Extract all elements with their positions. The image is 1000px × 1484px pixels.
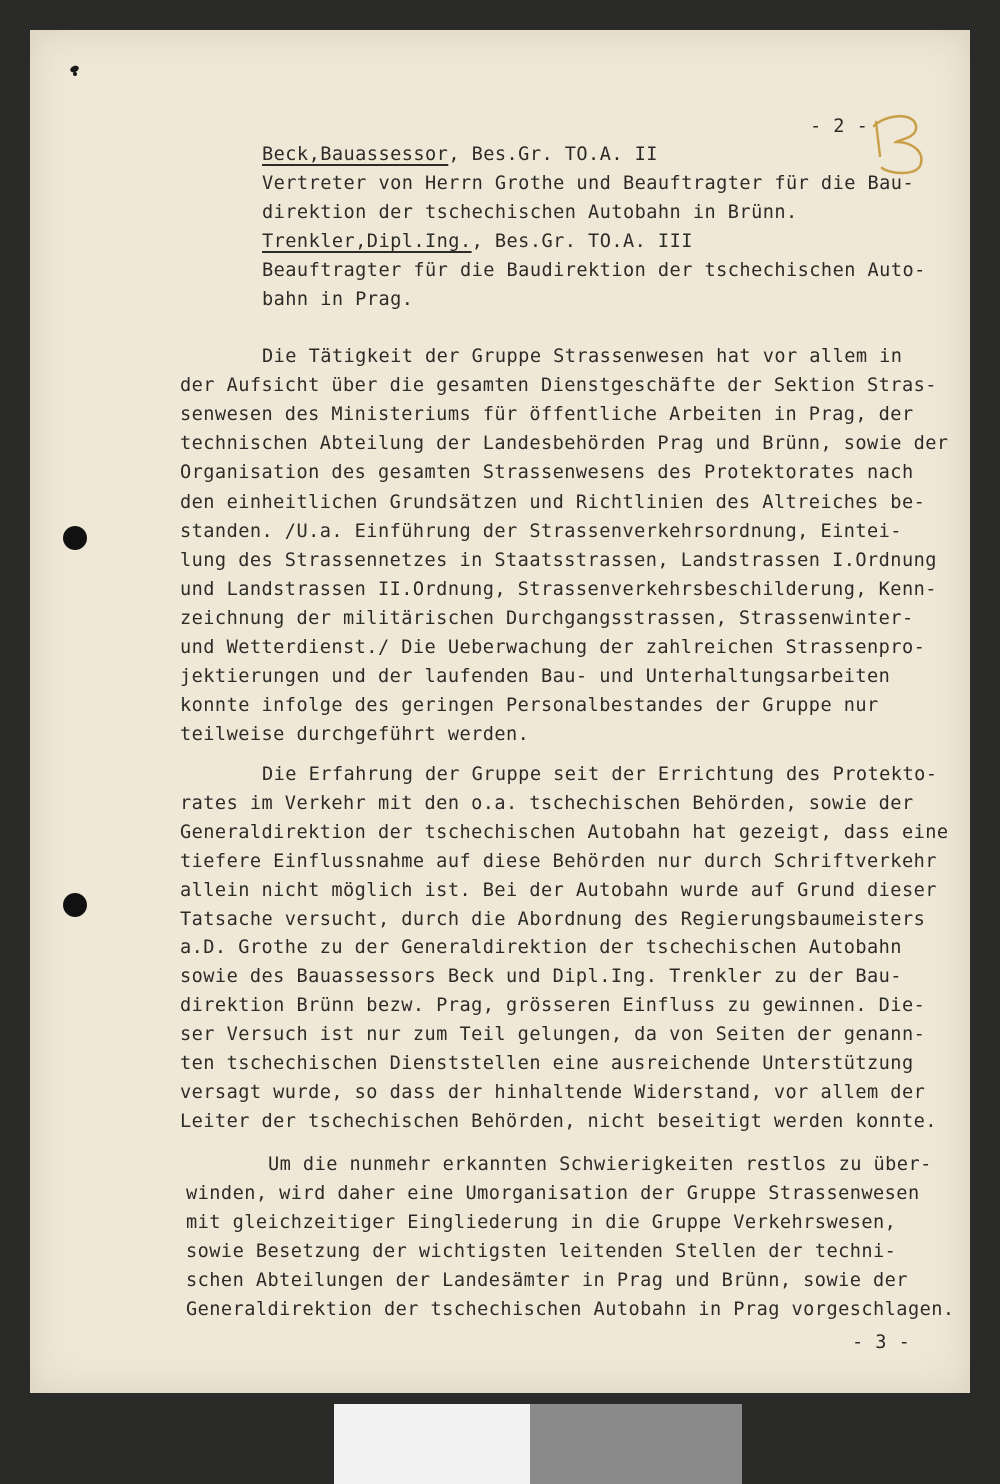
staff-name-trenkler: Trenkler,Dipl.Ing. — [262, 231, 472, 252]
punch-hole-bottom — [63, 893, 87, 917]
paragraph-1-line: der Aufsicht über die gesamten Dienstgeschäfte der Sektion Stras- — [180, 375, 937, 396]
paragraph-3-line: winden, wird daher eine Umorganisation der Gruppe Strassenwesen — [186, 1183, 920, 1204]
paragraph-1-line: technischen Abteilung der Landesbehörden Prag und Brünn, sowie der — [180, 433, 949, 454]
paragraph-2-line: rates im Verkehr mit den o.a. tschechischen Behörden, sowie der — [180, 793, 914, 814]
paragraph-2-line: ser Versuch ist nur zum Teil gelungen, da von Seiten der genann- — [180, 1024, 926, 1045]
handwritten-mark — [868, 112, 934, 180]
paragraph-2-line: Die Erfahrung der Gruppe seit der Errichtung des Protekto- — [262, 764, 938, 785]
staff-line-trenkler — [262, 233, 693, 252]
paragraph-2-line: direktion Brünn bezw. Prag, grösseren Einfluss zu gewinnen. Die- — [180, 995, 926, 1016]
punch-hole-top — [63, 526, 87, 550]
paragraph-1-line: Die Tätigkeit der Gruppe Strassenwesen hat vor allem in — [262, 346, 903, 367]
paragraph-2-line: Tatsache versucht, durch die Abordnung des Regierungsbaumeisters — [180, 909, 926, 930]
paragraph-2-line: Leiter der tschechischen Behörden, nicht beseitigt werden konnte. — [180, 1111, 937, 1132]
staff-grade-trenkler: , Bes.Gr. TO.A. III — [471, 231, 693, 252]
paragraph-3-line: mit gleichzeitiger Eingliederung in die Gruppe Verkehrswesen, — [186, 1212, 897, 1233]
paragraph-2-line: ten tschechischen Dienststellen eine ausreichende Unterstützung — [180, 1053, 914, 1074]
paragraph-3-line: Generaldirektion der tschechischen Autobahn in Prag vorgeschlagen. — [186, 1299, 955, 1320]
paragraph-2-line: sowie des Bauassessors Beck und Dipl.Ing. Trenkler zu der Bau- — [180, 966, 902, 987]
paragraph-1-line: zeichnung der militärischen Durchgangsstrassen, Strassenwinter- — [180, 608, 914, 629]
paragraph-1-line: senwesen des Ministeriums für öffentliche Arbeiten in Prag, der — [180, 404, 914, 425]
page-number-top: - 2 - — [810, 116, 869, 137]
document-page — [30, 30, 970, 1393]
paragraph-3-line: Um die nunmehr erkannten Schwierigkeiten restlos zu über- — [268, 1154, 932, 1175]
staff-line-beck — [262, 146, 658, 165]
paragraph-2-line: allein nicht möglich ist. Bei der Autobahn wurde auf Grund dieser — [180, 880, 937, 901]
staff-desc-line: direktion der tschechischen Autobahn in Brünn. — [262, 202, 798, 223]
paragraph-2-line: versagt wurde, so dass der hinhaltende Widerstand, vor allem der — [180, 1082, 926, 1103]
paragraph-2-line: a.D. Grothe zu der Generaldirektion der tschechischen Autobahn — [180, 937, 902, 958]
ink-spot — [73, 72, 77, 76]
paragraph-2-line: tiefere Einflussnahme auf diese Behörden nur durch Schriftverkehr — [180, 851, 937, 872]
staff-desc-line: bahn in Prag. — [262, 289, 414, 310]
paragraph-1-line: standen. /U.a. Einführung der Strassenverkehrsordnung, Eintei- — [180, 521, 902, 542]
paragraph-2-line: Generaldirektion der tschechischen Autobahn hat gezeigt, dass eine — [180, 822, 949, 843]
paragraph-1-line: jektierungen und der laufenden Bau- und Unterhaltungsarbeiten — [180, 666, 891, 687]
paragraph-1-line: konnte infolge des geringen Personalbestandes der Gruppe nur — [180, 695, 879, 716]
page-number-bottom: - 3 - — [852, 1332, 911, 1353]
staff-grade-beck: , Bes.Gr. TO.A. II — [448, 144, 658, 165]
paragraph-1-line: und Wetterdienst./ Die Ueberwachung der zahlreichen Strassenpro- — [180, 637, 926, 658]
scan-strip-gray — [530, 1404, 742, 1484]
paragraph-1-line: und Landstrassen II.Ordnung, Strassenverkehrsbeschilderung, Kenn- — [180, 579, 937, 600]
paragraph-1-line: Organisation des gesamten Strassenwesens des Protektorates nach — [180, 462, 914, 483]
staff-name-beck: Beck,Bauassessor — [262, 144, 449, 165]
staff-desc-line: Vertreter von Herrn Grothe und Beauftragter für die Bau- — [262, 173, 915, 194]
paragraph-1-line: teilweise durchgeführt werden. — [180, 724, 530, 745]
paragraph-3-line: schen Abteilungen der Landesämter in Prag und Brünn, sowie der — [186, 1270, 908, 1291]
scan-strip-white — [334, 1404, 530, 1484]
paragraph-3-line: sowie Besetzung der wichtigsten leitenden Stellen der techni- — [186, 1241, 897, 1262]
paragraph-1-line: lung des Strassennetzes in Staatsstrassen, Landstrassen I.Ordnung — [180, 550, 937, 571]
staff-desc-line: Beauftragter für die Baudirektion der tschechischen Auto- — [262, 260, 926, 281]
paragraph-1-line: den einheitlichen Grundsätzen und Richtlinien des Altreiches be- — [180, 492, 926, 513]
